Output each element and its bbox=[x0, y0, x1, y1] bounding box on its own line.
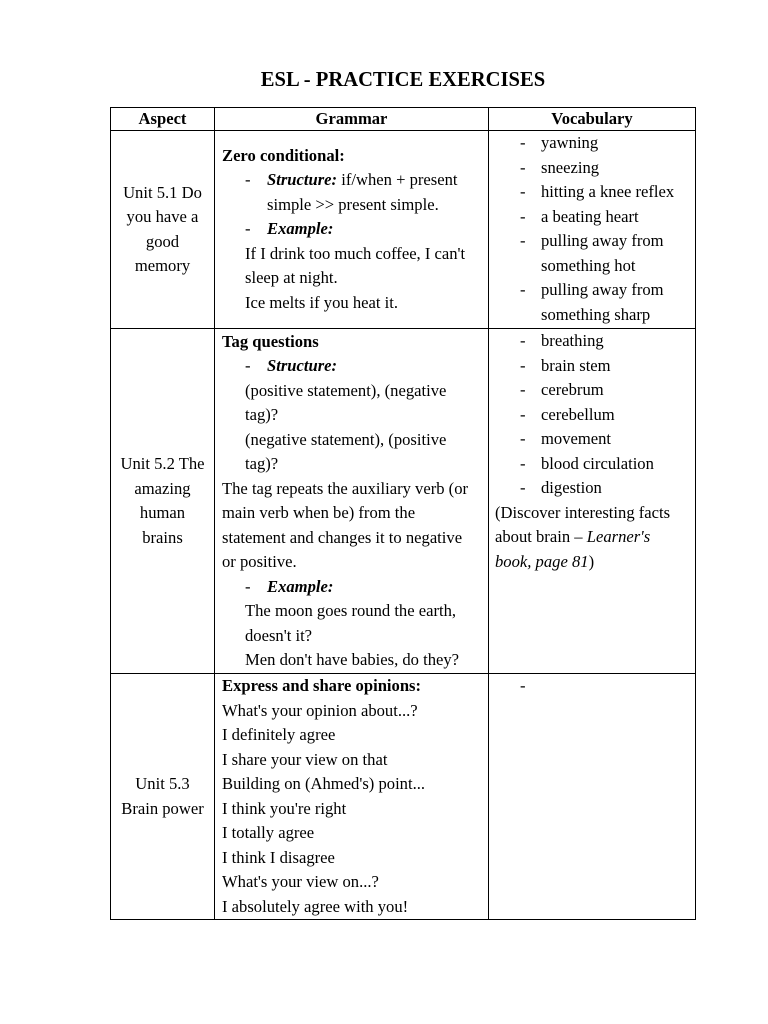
vocabulary-item bbox=[495, 229, 688, 278]
vocabulary-cell bbox=[489, 329, 696, 674]
example-text: doesn't it? bbox=[245, 625, 313, 645]
list-marker: - bbox=[520, 429, 526, 448]
vocabulary-note-reference: book, page 81 bbox=[495, 551, 589, 571]
structure-text: if/when + present bbox=[341, 170, 458, 190]
vocabulary-item bbox=[495, 180, 688, 205]
aspect-cell bbox=[111, 674, 215, 920]
vocabulary-item bbox=[495, 354, 688, 379]
vocabulary-note-line bbox=[495, 525, 688, 550]
structure-label: Structure: bbox=[267, 170, 338, 190]
list-marker: - bbox=[520, 280, 526, 299]
vocabulary-text: yawning bbox=[541, 133, 599, 152]
vocabulary-text: pulling away from something sharp bbox=[541, 280, 664, 324]
structure-bullet bbox=[222, 168, 481, 193]
vocabulary-item bbox=[495, 278, 688, 327]
phrase-line: What's your opinion about...? bbox=[222, 700, 418, 720]
header-grammar: Grammar bbox=[215, 108, 489, 131]
vocabulary-text: cerebellum bbox=[541, 404, 615, 424]
aspect-line: memory bbox=[134, 256, 191, 275]
document-title: ESL - PRACTICE EXERCISES bbox=[260, 69, 546, 91]
example-text: sleep at night. bbox=[245, 268, 338, 288]
vocabulary-cell bbox=[489, 131, 696, 329]
vocabulary-item bbox=[495, 452, 688, 477]
phrase-line: I definitely agree bbox=[222, 725, 336, 744]
vocabulary-item bbox=[495, 205, 688, 230]
aspect-line: amazing bbox=[134, 478, 191, 498]
phrase-line: What's your view on...? bbox=[222, 872, 379, 891]
header-aspect: Aspect bbox=[111, 108, 215, 131]
list-marker: - bbox=[520, 331, 526, 350]
grammar-cell bbox=[215, 131, 489, 329]
vocabulary-text: blood circulation bbox=[541, 453, 654, 473]
structure-text: (negative statement), (positive bbox=[245, 429, 447, 449]
vocabulary-text: brain stem bbox=[541, 355, 611, 375]
list-marker: - bbox=[520, 157, 526, 177]
list-marker: - bbox=[520, 676, 526, 695]
list-marker: - bbox=[520, 133, 526, 152]
grammar-cell bbox=[215, 329, 489, 674]
vocabulary-note-line bbox=[495, 550, 688, 575]
explanation-text: The tag repeats the auxiliary verb (or bbox=[222, 478, 469, 498]
vocabulary-text: breathing bbox=[541, 331, 604, 350]
structure-text: tag)? bbox=[245, 405, 279, 424]
list-marker: - bbox=[520, 453, 526, 473]
vocabulary-text: movement bbox=[541, 429, 612, 448]
vocabulary-item bbox=[495, 378, 688, 403]
aspect-line: brains bbox=[142, 527, 183, 547]
phrase-line: I absolutely agree with you! bbox=[222, 896, 409, 916]
example-label: Example: bbox=[267, 576, 334, 596]
structure-text: tag)? bbox=[245, 454, 279, 473]
vocabulary-item bbox=[495, 674, 688, 699]
phrase-line: I think I disagree bbox=[222, 847, 335, 867]
exercise-table bbox=[110, 107, 696, 920]
vocabulary-text: digestion bbox=[541, 478, 602, 497]
structure-text: (positive statement), (negative bbox=[245, 380, 447, 400]
list-marker: - bbox=[520, 182, 526, 201]
vocabulary-item bbox=[495, 156, 688, 181]
vocabulary-item bbox=[495, 329, 688, 354]
list-marker: - bbox=[245, 170, 251, 190]
aspect-line: you have a bbox=[126, 207, 199, 226]
vocabulary-text: a beating heart bbox=[541, 206, 639, 226]
list-marker: - bbox=[520, 380, 526, 399]
explanation-text: or positive. bbox=[222, 552, 297, 571]
vocabulary-item bbox=[495, 476, 688, 501]
explanation-text: main verb when be) from the bbox=[222, 503, 416, 522]
vocabulary-text: pulling away from something hot bbox=[541, 231, 664, 275]
structure-bullet bbox=[222, 354, 481, 379]
example-text: The moon goes round the earth, bbox=[245, 601, 457, 620]
aspect-line: Brain power bbox=[121, 798, 204, 818]
vocabulary-item bbox=[495, 403, 688, 428]
list-marker: - bbox=[520, 404, 526, 424]
vocabulary-note-line: (Discover interesting facts bbox=[495, 502, 671, 522]
list-marker: - bbox=[245, 219, 251, 239]
vocabulary-note-text: about brain – bbox=[495, 527, 583, 546]
example-text: If I drink too much coffee, I can't bbox=[245, 243, 466, 263]
vocabulary-note-text: ) bbox=[588, 551, 595, 571]
aspect-line: Unit 5.1 Do bbox=[123, 182, 202, 202]
vocabulary-item bbox=[495, 427, 688, 452]
list-marker: - bbox=[245, 356, 251, 375]
phrase-line: I share your view on that bbox=[222, 749, 388, 769]
vocabulary-text: cerebrum bbox=[541, 380, 604, 399]
aspect-cell bbox=[111, 131, 215, 329]
structure-line bbox=[267, 168, 458, 193]
grammar-heading: Zero conditional: bbox=[222, 145, 345, 165]
aspect-line: Unit 5.2 The bbox=[120, 454, 205, 473]
aspect-cell bbox=[111, 329, 215, 674]
phrase-line: Building on (Ahmed's) point... bbox=[222, 774, 426, 793]
aspect-line: good bbox=[145, 231, 180, 251]
explanation-text: statement and changes it to negative bbox=[222, 527, 463, 547]
vocabulary-item bbox=[495, 131, 688, 156]
list-marker: - bbox=[520, 355, 526, 375]
list-marker: - bbox=[520, 206, 526, 226]
phrase-line: I totally agree bbox=[222, 823, 315, 842]
vocabulary-text: hitting a knee reflex bbox=[541, 182, 675, 201]
grammar-cell bbox=[215, 674, 489, 920]
example-label: Example: bbox=[267, 219, 334, 239]
aspect-line: Unit 5.3 bbox=[135, 774, 190, 793]
list-marker: - bbox=[520, 478, 526, 497]
structure-text: simple >> present simple. bbox=[267, 194, 439, 214]
example-text: Ice melts if you heat it. bbox=[245, 292, 398, 312]
grammar-heading: Express and share opinions: bbox=[222, 676, 422, 695]
example-bullet bbox=[222, 575, 481, 600]
structure-label: Structure: bbox=[267, 356, 338, 375]
list-marker: - bbox=[245, 576, 251, 596]
phrase-line: I think you're right bbox=[222, 798, 347, 818]
list-marker: - bbox=[520, 231, 526, 250]
vocabulary-cell bbox=[489, 674, 696, 920]
vocabulary-note-reference: Learner's bbox=[586, 527, 651, 546]
grammar-heading: Tag questions bbox=[222, 331, 319, 351]
example-text: Men don't have babies, do they? bbox=[245, 650, 460, 669]
aspect-line: human bbox=[139, 503, 186, 522]
vocabulary-text: sneezing bbox=[541, 157, 600, 177]
header-vocabulary: Vocabulary bbox=[489, 108, 696, 131]
example-bullet bbox=[222, 217, 481, 242]
